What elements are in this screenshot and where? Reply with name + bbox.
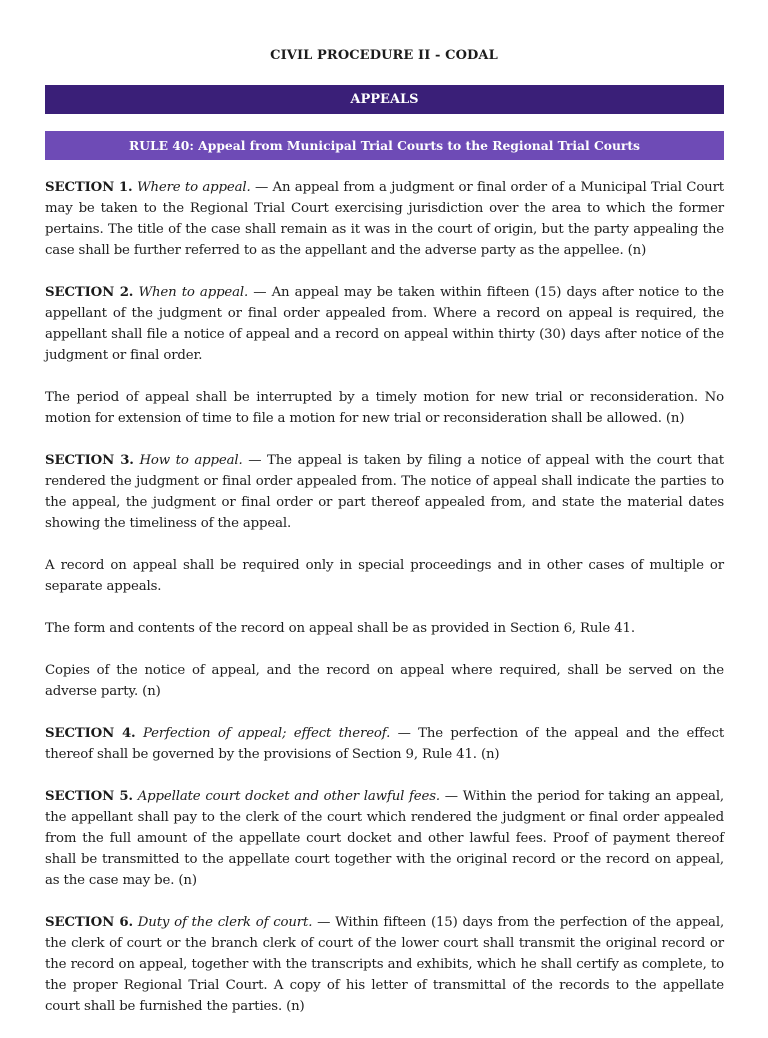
section-title: How to appeal. xyxy=(139,453,243,468)
section-title: Appellate court docket and other lawful fees. xyxy=(137,789,440,804)
paragraph-section-2-continued xyxy=(45,387,724,429)
section-label: SECTION 3. xyxy=(45,453,134,468)
paragraph-section-2 xyxy=(45,282,724,366)
paragraph-section-6 xyxy=(45,912,724,1017)
section-label: SECTION 4. xyxy=(45,726,136,741)
paragraph-text: The form and contents of the record on appeal shall be as provided in Section 6, Rule 41. xyxy=(45,621,635,636)
part-heading-band: APPEALS xyxy=(45,85,724,114)
section-label: SECTION 5. xyxy=(45,789,133,804)
section-title: Where to appeal. xyxy=(136,180,251,195)
section-text: — An appeal from a judgment or final order of a Municipal Trial Court may be taken to the Regional Trial Court exercising jurisdiction over the area to which the former pertains. The title of the case shall remain as it was in the court of origin, but the party appealing the case shall be further referred to as the appellant and the adverse party as the appellee. (n) xyxy=(45,180,724,258)
paragraph-text: A record on appeal shall be required only in special proceedings and in other cases of multiple or separate appeals. xyxy=(45,558,724,594)
section-text: — An appeal may be taken within fifteen (15) days after notice to the appellant of the judgment or final order appealed from. Where a record on appeal is required, the appellant shall file a notice of appeal and a record on appeal within thirty (30) days after notice of the judgment or final order. xyxy=(45,285,724,363)
section-text: — Within the period for taking an appeal, the appellant shall pay to the clerk of the court which rendered the judgment or final order appealed from the full amount of the appellate court docket and other lawful fees. Proof of payment thereof shall be transmitted to the appellate court together with the original record or the record on appeal, as the case may be. (n) xyxy=(45,789,724,888)
paragraph-section-3-form xyxy=(45,618,724,639)
section-title: Duty of the clerk of court. xyxy=(137,915,313,930)
section-text: — The perfection of the appeal and the effect thereof shall be governed by the provisions of Section 9, Rule 41. (n) xyxy=(45,726,725,762)
paragraph-section-3-copies xyxy=(45,660,724,702)
section-label: SECTION 6. xyxy=(45,915,133,930)
section-title: Perfection of appeal; effect thereof. xyxy=(142,726,391,741)
rule-heading-band: RULE 40: Appeal from Municipal Trial Courts to the Regional Trial Courts xyxy=(45,131,724,160)
section-label: SECTION 1. xyxy=(45,180,133,195)
paragraph-section-3-record xyxy=(45,555,724,597)
document-body xyxy=(45,177,724,1038)
paragraph-section-4 xyxy=(45,723,724,765)
section-label: SECTION 2. xyxy=(45,285,134,300)
section-text: — The appeal is taken by filing a notice of appeal with the court that rendered the judgment or final order appealed from. The notice of appeal shall indicate the parties to the appeal, the judgment or final order or part thereof appealed from, and state the material dates showing the timeliness of the appeal. xyxy=(45,453,724,531)
paragraph-section-1 xyxy=(45,177,724,261)
paragraph-section-5 xyxy=(45,786,724,891)
paragraph-section-3 xyxy=(45,450,724,534)
paragraph-text: Copies of the notice of appeal, and the record on appeal where required, shall be served on the adverse party. (n) xyxy=(45,663,724,699)
section-text: — Within fifteen (15) days from the perfection of the appeal, the clerk of court or the branch clerk of court of the lower court shall transmit the original record or the record on appeal, together with the transcripts and exhibits, which he shall certify as complete, to the proper Regional Trial Court. A copy of his letter of transmittal of the records to the appellate court shall be furnished the parties. (n) xyxy=(45,915,725,1014)
document-title: CIVIL PROCEDURE II - CODAL xyxy=(270,48,498,63)
paragraph-text: The period of appeal shall be interrupted by a timely motion for new trial or reconsideration. No motion for extension of time to file a motion for new trial or reconsideration shall be allowed. (n) xyxy=(45,390,724,426)
section-title: When to appeal. xyxy=(138,285,249,300)
